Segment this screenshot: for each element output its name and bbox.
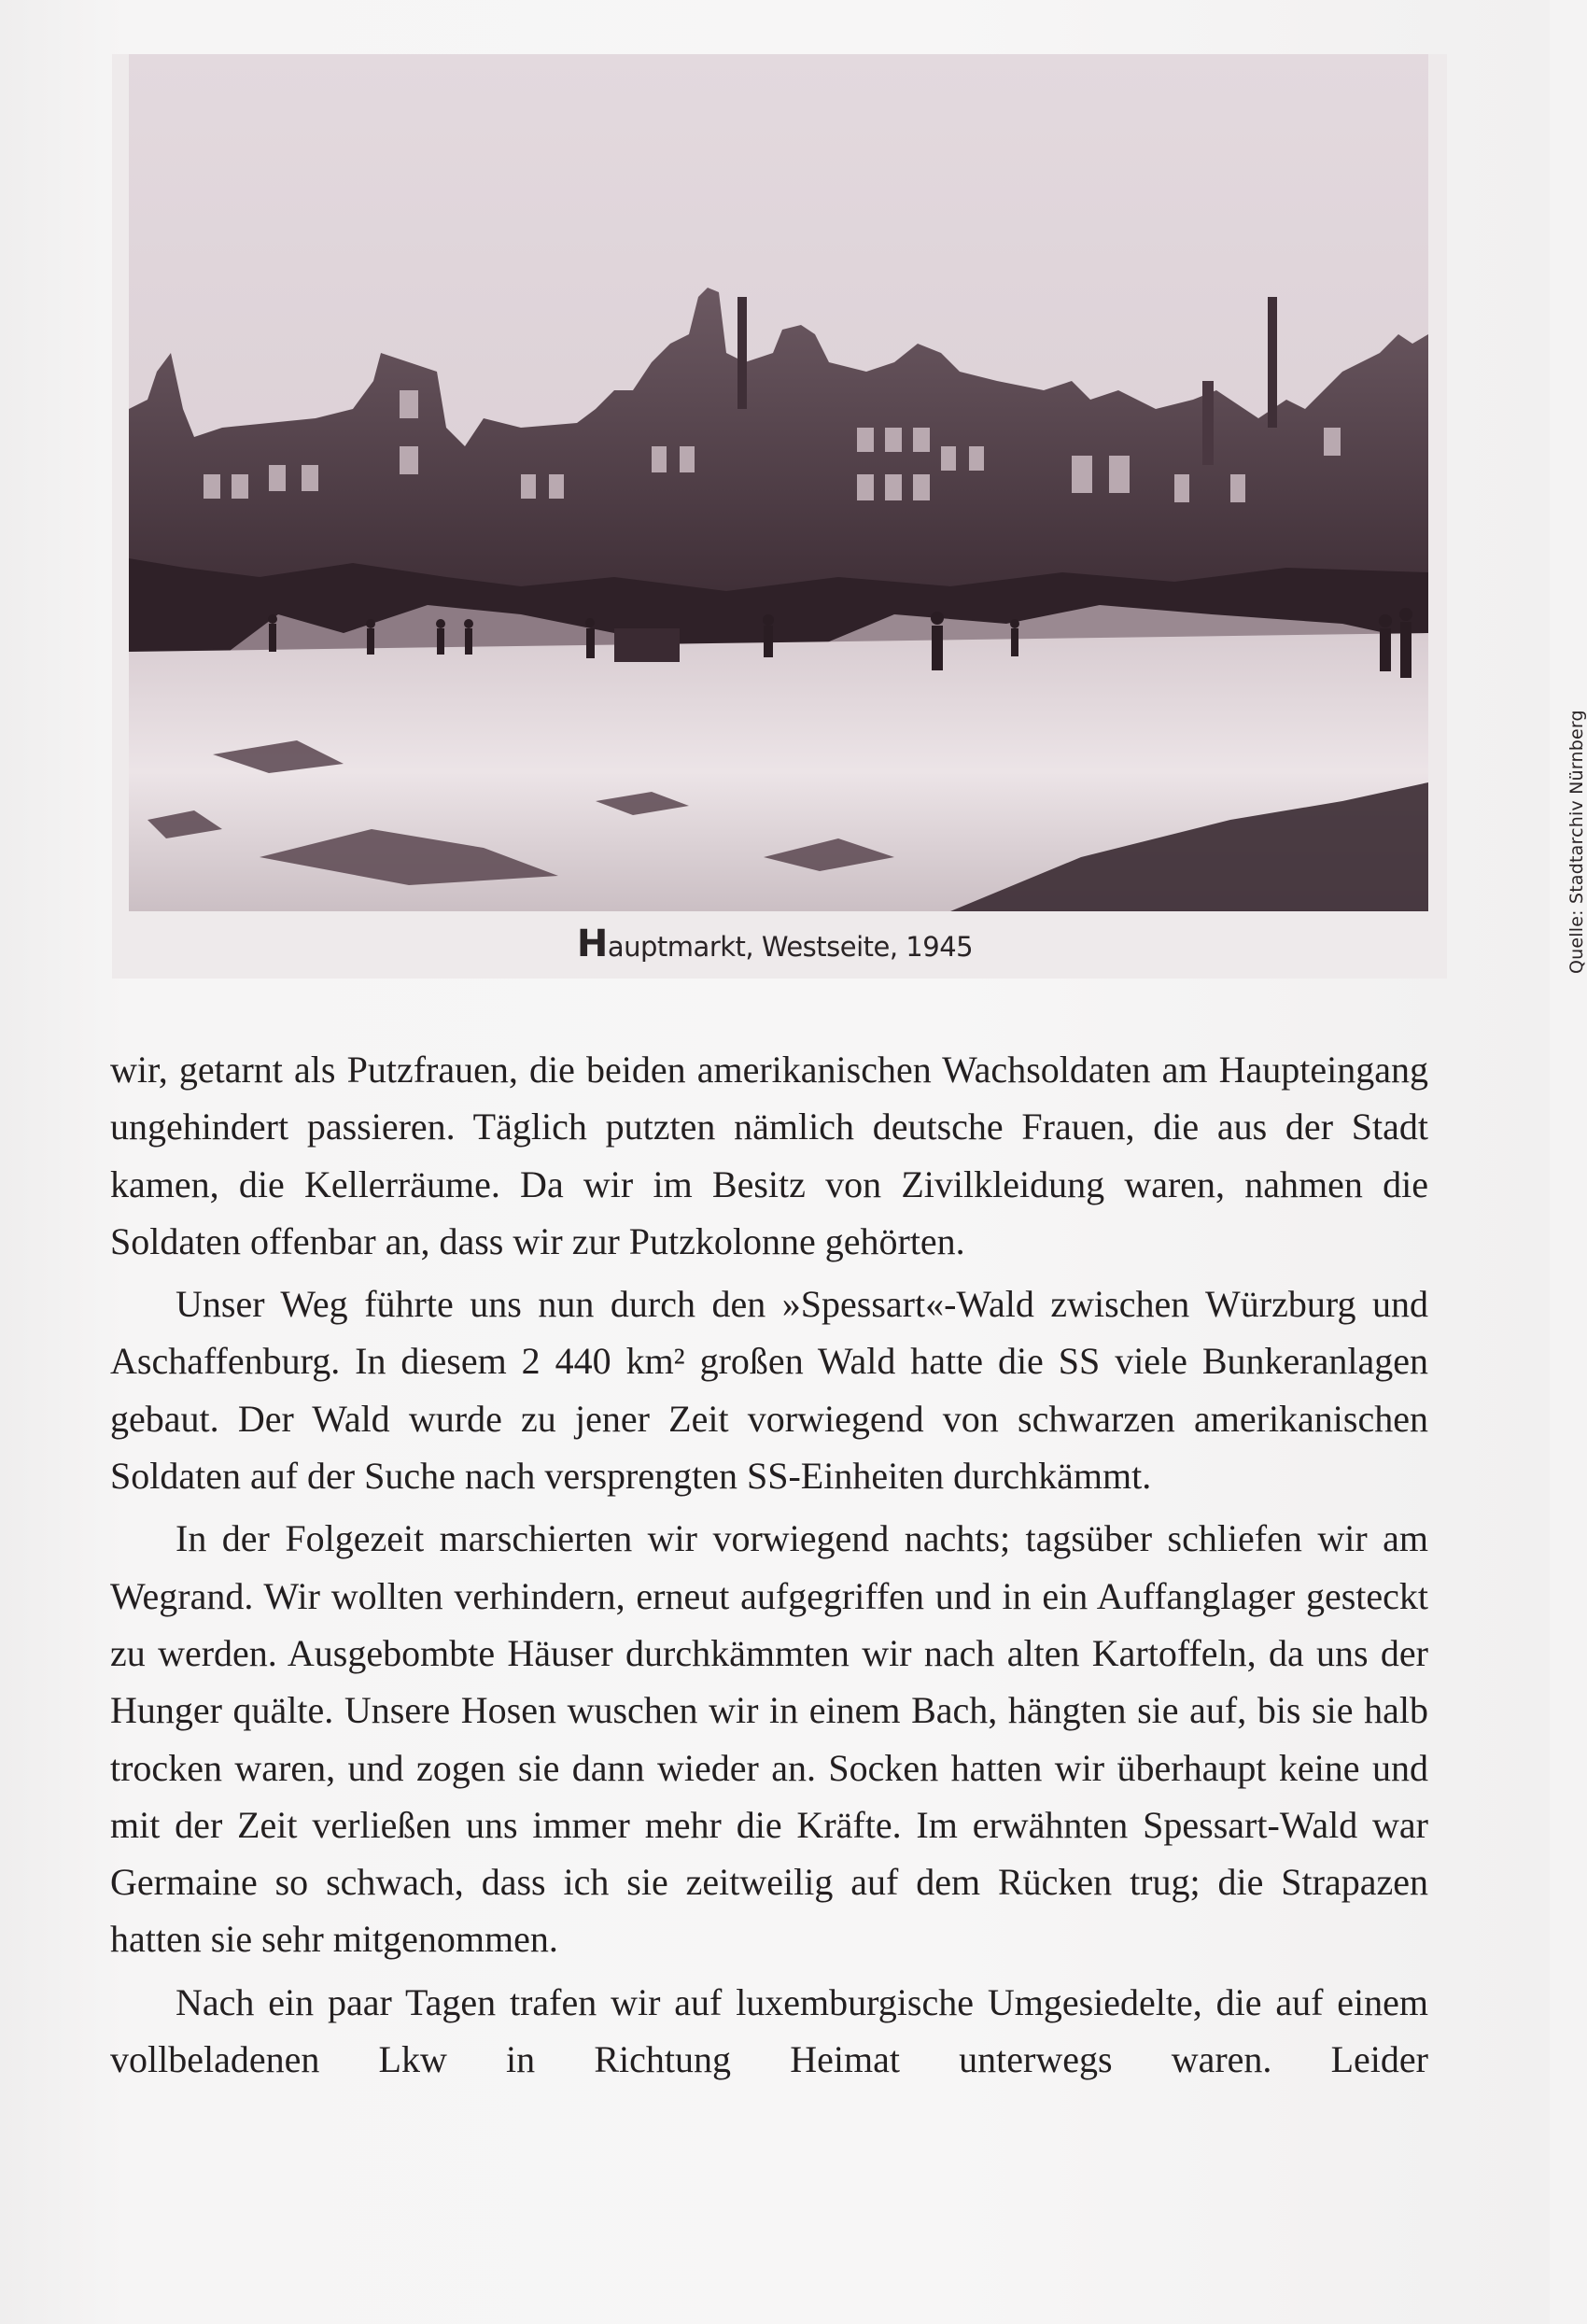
photo-frame — [112, 54, 1587, 979]
historic-photo — [129, 54, 1428, 911]
caption-text: auptmarkt, Westseite, 1945 — [607, 931, 974, 963]
figure-caption — [0, 923, 1550, 965]
paragraph: wir, getarnt als Putzfrauen, die beiden amerikanischen Wachsoldaten am Haupteingang ungehindert passieren. Täglich putzten nämlich deutsche Frauen, die aus der Stadt kamen, die Kellerräume. Da wir im Besitz von Zivilkleidung waren, nahmen die Soldaten offenbar an, dass wir zur Putzkolonne gehörten. — [110, 1049, 1428, 1262]
paragraph: Nach ein paar Tagen trafen wir auf luxemburgische Umgesiedelte, die auf einem vollbeladenen Lkw in Richtung Heimat unterwegs waren. Leider — [110, 1980, 1428, 2081]
body-text — [110, 1041, 1428, 2088]
paragraph: In der Folgezeit marschierten wir vorwiegend nachts; tagsüber schliefen wir am Wegrand. Wir wollten verhindern, erneut aufgegriffen und in ein Auffanglager gesteckt zu werden. Ausgebombte Häuser durchkämmten wir nach alten Kartoffeln, da uns der Hunger quälte. Unsere Hosen wuschen wir in einem Bach, hängten sie auf, bis sie halb trocken waren, und zogen sie dann wieder an. Socken hatten wir überhaupt keine und mit der Zeit verließen uns immer mehr die Kräfte. Im erwähnten Spessart-Wald war Germaine so schwach, dass ich sie zeitweilig auf dem Rücken trug; die Strapazen hatten sie sehr mitgenommen. — [110, 1517, 1428, 1961]
photo-credit: Quelle: Stadtarchiv Nürnberg — [1566, 710, 1587, 974]
paragraph: Unser Weg führte uns nun durch den »Spessart«-Wald zwischen Würzburg und Aschaffenburg. In diesem 2 440 km² großen Wald hatte die SS viele Bunkeranlagen gebaut. Der Wald wurde zu jener Zeit vorwiegend von schwarzen amerikanischen Soldaten auf der Suche nach versprengten SS-Einheiten durchkämmt. — [110, 1283, 1428, 1498]
caption-initial: H — [576, 923, 608, 965]
